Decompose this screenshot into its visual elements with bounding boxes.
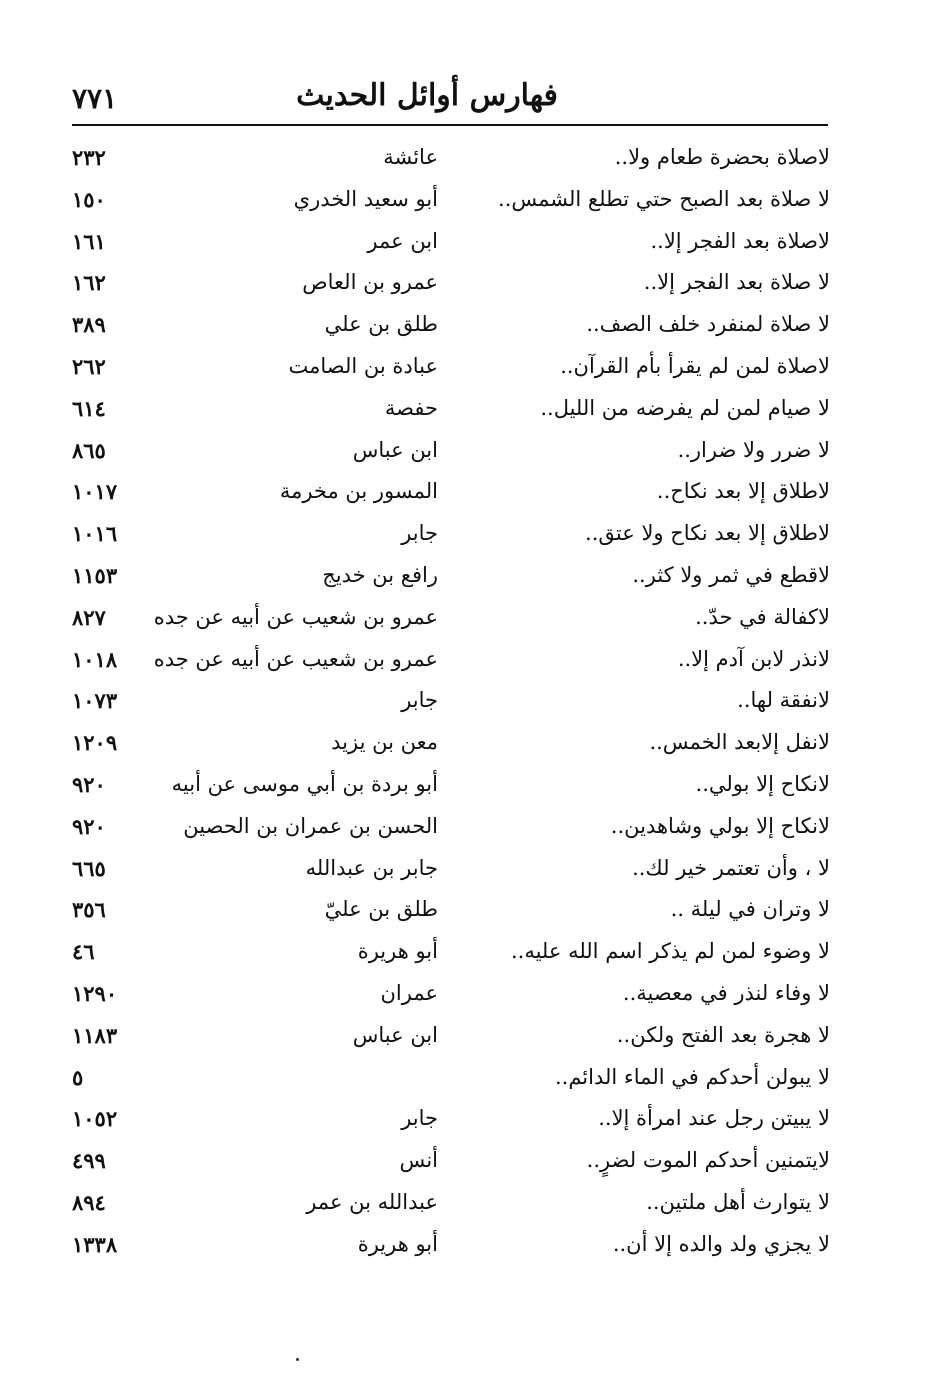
hadith-opening: لاطلاق إلا بعد نكاح ولا عتق..	[585, 521, 830, 546]
narrator: أبو هريرة	[357, 1231, 438, 1256]
page-reference: ٢٣٢	[72, 145, 106, 170]
narrator: معن بن يزيد	[331, 730, 438, 755]
index-entry	[60, 346, 830, 388]
hadith-opening: لانكاح إلا بولي وشاهدين..	[610, 813, 830, 838]
narrator: أبو هريرة	[357, 939, 438, 964]
page-reference: ٩٢٠	[72, 813, 106, 839]
page-reference: ٣٥٦	[72, 897, 106, 923]
page-reference: ٨٢٧	[72, 604, 106, 630]
print-speck	[296, 1358, 299, 1361]
page-title: فهارس أوائل الحديث	[296, 78, 558, 113]
hadith-opening: لانكاح إلا بولي..	[695, 771, 830, 796]
index-entry	[60, 262, 830, 304]
hadith-opening: لا يتوارث أهل ملتين..	[646, 1189, 830, 1214]
narrator: أنس	[399, 1148, 438, 1173]
index-entry	[60, 639, 830, 681]
narrator: المسور بن مخرمة	[279, 479, 438, 504]
index-entry	[60, 1057, 830, 1099]
index-entry	[60, 889, 830, 931]
index-entry	[60, 764, 830, 806]
page-reference: ١٠٥٢	[72, 1106, 118, 1132]
hadith-opening: لا ، وأن تعتمر خير لك..	[632, 855, 830, 880]
index-entry	[60, 1182, 830, 1224]
page-reference: ١٦١	[72, 228, 106, 254]
index-entry	[60, 1140, 830, 1182]
index-entry	[60, 806, 830, 848]
index-entry	[60, 179, 830, 221]
index-entry	[60, 931, 830, 973]
page-reference: ٨٩٤	[72, 1189, 106, 1215]
hadith-opening: لاصلاة لمن لم يقرأ بأم القرآن..	[560, 353, 830, 378]
hadith-opening: لاكفالة في حدّ..	[695, 604, 830, 629]
hadith-opening: لا صلاة لمنفرد خلف الصف..	[586, 312, 830, 337]
page-reference: ١٢٩٠	[72, 980, 118, 1006]
hadith-opening: لا وضوء لمن لم يذكر اسم الله عليه..	[510, 939, 830, 964]
hadith-index-list	[60, 137, 830, 1266]
hadith-opening: لا ضرر ولا ضرار..	[677, 437, 830, 462]
hadith-opening: لانذر لابن آدم إلا..	[677, 646, 830, 671]
page-reference: ١٦٢	[72, 270, 106, 296]
page-reference: ٦٦٥	[72, 855, 106, 881]
index-entry	[60, 555, 830, 597]
page-reference: ٤٦	[72, 939, 95, 965]
page-reference: ٩٢٠	[72, 771, 106, 797]
page-reference: ١٥٠	[72, 186, 106, 212]
narrator: أبو بردة بن أبي موسى عن أبيه	[171, 771, 438, 796]
hadith-opening: لا يبيتن رجل عند امرأة إلا..	[598, 1106, 830, 1131]
narrator: أبو سعيد الخدري	[293, 186, 438, 211]
narrator: طلق بن علي	[324, 312, 438, 337]
index-entry	[60, 1098, 830, 1140]
page-reference: ٥	[72, 1064, 84, 1090]
hadith-opening: لا وتران في ليلة ..	[670, 897, 830, 922]
narrator: ابن عباس	[352, 1022, 438, 1047]
page-reference: ١١٥٣	[72, 562, 118, 588]
page-reference: ١٣٣٨	[72, 1231, 118, 1257]
narrator: عمرو بن شعيب عن أبيه عن جده	[153, 604, 438, 629]
narrator: جابر بن عبدالله	[305, 855, 438, 880]
hadith-opening: لانفل إلابعد الخمس..	[649, 730, 830, 755]
narrator: ابن عباس	[352, 437, 438, 462]
narrator: الحسن بن عمران بن الحصين	[183, 813, 438, 838]
hadith-opening: لاصلاة بعد الفجر إلا..	[650, 228, 830, 253]
index-entry	[60, 973, 830, 1015]
page-reference: ١٠١٦	[72, 521, 118, 547]
index-entry	[60, 722, 830, 764]
narrator: عمرو بن العاص	[302, 270, 438, 295]
narrator: عبادة بن الصامت	[288, 353, 438, 378]
page-reference: ١٠١٧	[72, 479, 118, 505]
hadith-opening: لا صلاة بعد الفجر إلا..	[643, 270, 830, 295]
page-number: ٧٧١	[72, 82, 118, 115]
narrator: طلق بن عليّ	[324, 897, 438, 922]
hadith-opening: لاقطع في ثمر ولا كثر..	[632, 562, 830, 587]
hadith-opening: لانفقة لها..	[737, 688, 830, 713]
index-entry	[60, 137, 830, 179]
page-reference: ١٠٧٣	[72, 688, 118, 714]
page-reference: ٣٨٩	[72, 312, 106, 338]
hadith-opening: لا وفاء لنذر في معصية..	[622, 980, 830, 1005]
hadith-opening: لايتمنين أحدكم الموت لضرٍ..	[586, 1148, 830, 1173]
page-reference: ١١٨٣	[72, 1022, 118, 1048]
page-reference: ٨٦٥	[72, 437, 106, 463]
header-rule	[72, 124, 828, 126]
hadith-opening: لا صيام لمن لم يفرضه من الليل..	[540, 395, 830, 420]
hadith-opening: لاصلاة بحضرة طعام ولا..	[614, 145, 830, 169]
index-entry	[60, 430, 830, 472]
page-reference: ٤٩٩	[72, 1148, 106, 1174]
hadith-opening: لا يبولن أحدكم في الماء الدائم..	[554, 1064, 830, 1089]
index-entry	[60, 597, 830, 639]
index-entry	[60, 1224, 830, 1266]
page-reference: ٦١٤	[72, 395, 106, 421]
narrator: حفصة	[384, 395, 438, 420]
index-entry	[60, 388, 830, 430]
index-entry	[60, 1015, 830, 1057]
narrator: جابر	[401, 1106, 438, 1131]
index-entry	[60, 221, 830, 263]
index-entry	[60, 680, 830, 722]
narrator: عبدالله بن عمر	[306, 1189, 438, 1214]
hadith-opening: لا هجرة بعد الفتح ولكن..	[616, 1022, 830, 1047]
index-entry	[60, 513, 830, 555]
index-entry	[60, 848, 830, 890]
page-reference: ١٠١٨	[72, 646, 118, 672]
narrator: جابر	[401, 688, 438, 713]
index-entry	[60, 471, 830, 513]
page-reference: ٢٦٢	[72, 353, 106, 379]
page-reference: ١٢٠٩	[72, 730, 118, 756]
narrator: عائشة	[383, 145, 438, 169]
index-entry	[60, 304, 830, 346]
hadith-opening: لا صلاة بعد الصبح حتي تطلع الشمس..	[498, 186, 830, 211]
narrator: جابر	[401, 521, 438, 546]
hadith-opening: لا يجزي ولد والده إلا أن..	[612, 1231, 830, 1256]
narrator: عمرو بن شعيب عن أبيه عن جده	[153, 646, 438, 671]
narrator: رافع بن خديج	[322, 562, 438, 587]
narrator: ابن عمر	[367, 228, 438, 253]
page-header	[72, 78, 828, 124]
narrator: عمران	[380, 980, 438, 1005]
hadith-opening: لاطلاق إلا بعد نكاح..	[656, 479, 830, 504]
